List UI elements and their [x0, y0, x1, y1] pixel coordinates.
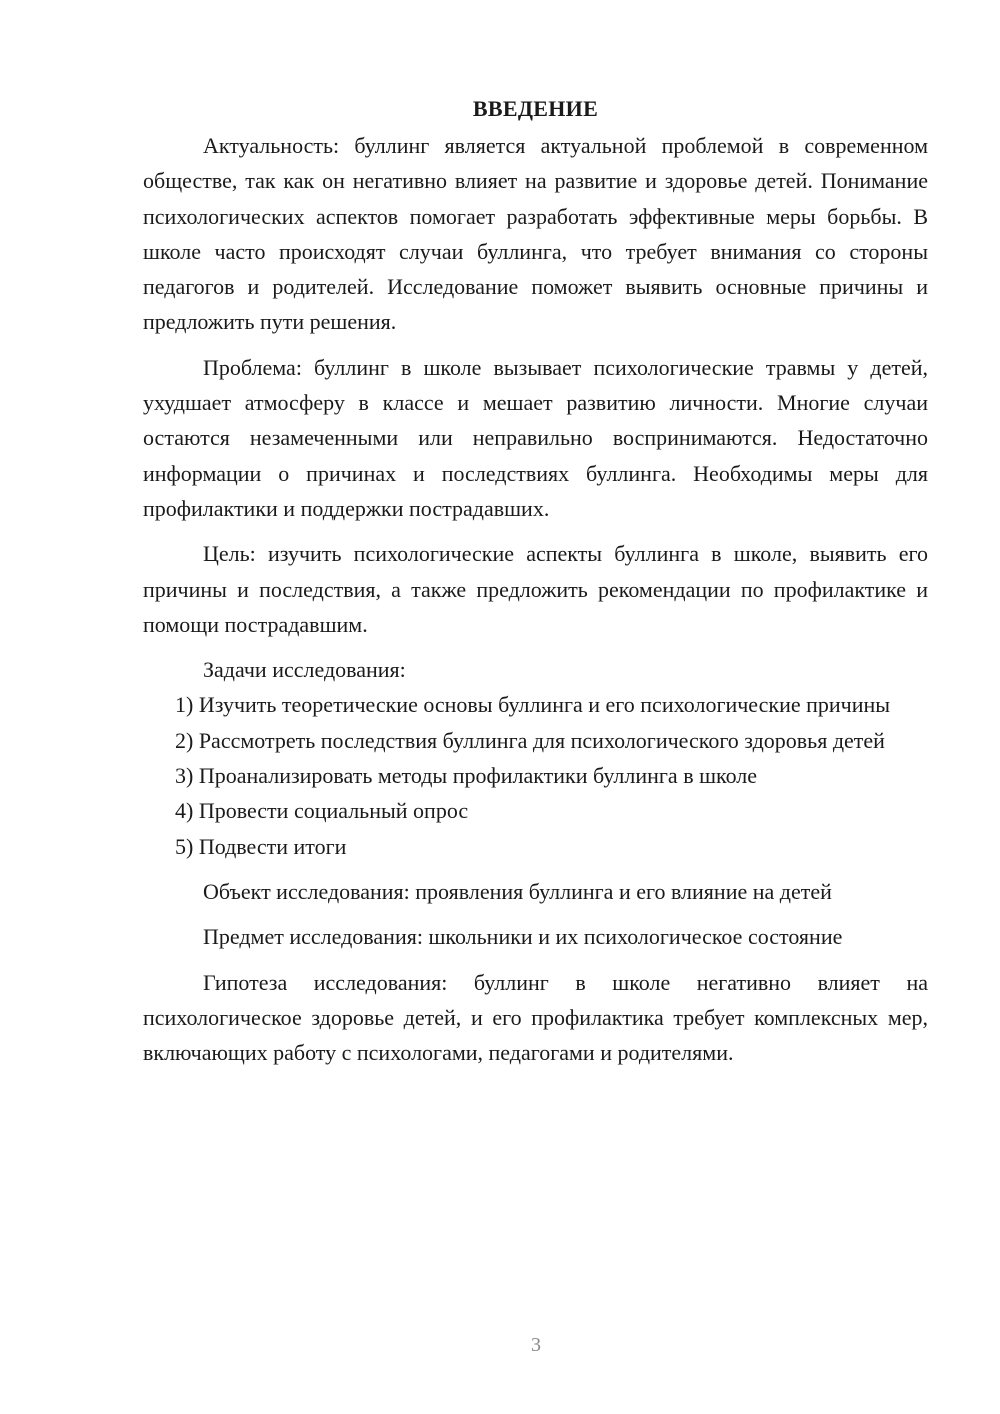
problem-paragraph: Проблема: буллинг в школе вызывает психологические травмы у детей, ухудшает атмосферу в классе и мешает развитию личности. Многие случаи остаются незамеченными или неправильно воспринимаются. Недостаточно информации о причинах и последствиях буллинга. Необходимы меры для профилактики и поддержки пострадавших. [143, 354, 928, 521]
document-page [143, 94, 928, 1070]
goal-paragraph: Цель: изучить психологические аспекты буллинга в школе, выявить его причины и последствия, а также предложить рекомендации по профилактике и помощи пострадавшим. [143, 541, 928, 637]
page-number: 3 [531, 1334, 541, 1356]
task-item: 5) Подвести итоги [175, 833, 347, 859]
section-title: ВВЕДЕНИЕ [472, 96, 599, 121]
task-item: 4) Провести социальный опрос [175, 798, 469, 824]
tasks-heading: Задачи исследования: [203, 657, 406, 683]
relevance-paragraph: Актуальность: буллинг является актуальной проблемой в современном обществе, так как он негативно влияет на развитие и здоровье детей. Понимание психологических аспектов помогает разработать эффективные меры борьбы. В школе часто происходят случаи буллинга, что требует внимания со стороны педагогов и родителей. Исследование поможет выявить основные причины и предложить пути решения. [143, 133, 928, 335]
object-paragraph: Объект исследования: проявления буллинга и его влияние на детей [203, 878, 832, 904]
hypothesis-paragraph: Гипотеза исследования: буллинг в школе негативно влияет на психологическое здоровье детей, и его профилактика требует комплексных мер, включающих работу с психологами, педагогами и родителями. [143, 969, 928, 1066]
subject-paragraph: Предмет исследования: школьники и их психологическое состояние [203, 924, 843, 950]
task-item: 3) Проанализировать методы профилактики буллинга в школе [175, 763, 758, 789]
task-item: 1) Изучить теоретические основы буллинга и его психологические причины [175, 692, 891, 718]
task-item: 2) Рассмотреть последствия буллинга для психологического здоровья детей [175, 727, 885, 753]
